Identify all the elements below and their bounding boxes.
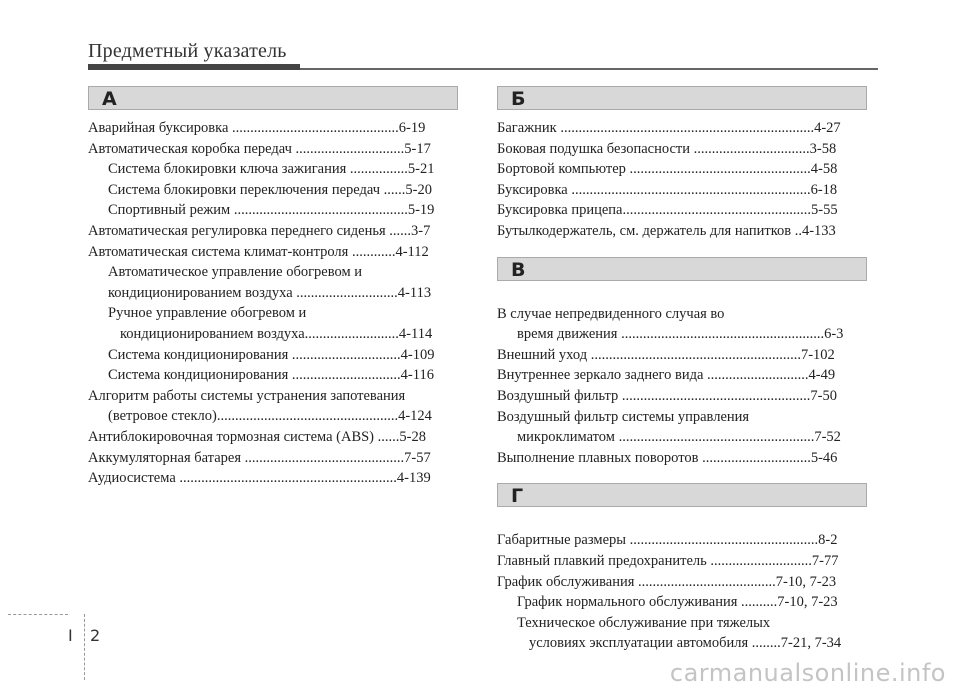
index-entry: Воздушный фильтр ....................................................7-50 <box>497 387 837 404</box>
index-entry: Боковая подушка безопасности ................................3-58 <box>497 140 837 157</box>
page-header-title: Предметный указатель <box>88 40 287 62</box>
section-header-b <box>497 86 867 110</box>
index-entry: Антиблокировочная тормозная система (ABS) ......5-28 <box>88 428 426 445</box>
footer-section-number: I <box>68 626 73 645</box>
index-subentry: время движения ........................................................6-3 <box>517 326 844 343</box>
watermark: carmanualsonline.info <box>669 659 946 687</box>
section-letter: Г <box>511 485 524 508</box>
index-entry: Бутылкодержатель, см. держатель для напитков ..4-133 <box>497 222 836 239</box>
section-gap <box>497 515 867 530</box>
index-subentry: Ручное управление обогревом и <box>108 305 307 322</box>
index-entry: Автоматическая система климат-контроля ............4-112 <box>88 243 429 260</box>
footer-rule <box>8 614 68 615</box>
index-entry: Автоматическая регулировка переднего сиденья ......3-7 <box>88 222 431 239</box>
index-subentry: Система блокировки переключения передач ......5-20 <box>108 181 433 198</box>
index-entry: Воздушный фильтр системы управления <box>497 408 750 425</box>
index-entry: Внутреннее зеркало заднего вида ............................4-49 <box>497 367 836 384</box>
index-entry: Главный плавкий предохранитель ............................7-77 <box>497 552 839 569</box>
index-subentry: кондиционированием воздуха..........................4-114 <box>120 325 433 342</box>
index-entry: Габаритные размеры ....................................................8-2 <box>497 532 838 549</box>
index-subentry: Система кондиционирования ..............................4-116 <box>108 367 434 384</box>
index-subentry: Система блокировки ключа зажигания ................5-21 <box>108 161 435 178</box>
section-gap <box>497 468 867 483</box>
index-subentry: условиях эксплуатации автомобиля ........7-21, 7-34 <box>529 635 842 652</box>
section-letter: А <box>102 88 117 110</box>
section-letter: Б <box>511 88 526 110</box>
index-subentry: микроклиматом ......................................................7-52 <box>517 429 841 446</box>
index-entry: Выполнение плавных поворотов ..............................5-46 <box>497 449 838 466</box>
index-entry: Буксировка ..................................................................6-18 <box>497 181 838 198</box>
index-entry: График обслуживания ......................................7-10, 7-23 <box>497 573 837 590</box>
footer-divider <box>84 614 85 680</box>
index-entry: Автоматическая коробка передач ..............................5-17 <box>88 140 431 157</box>
index-entry: Аварийная буксировка ..............................................6-19 <box>88 120 426 136</box>
index-subentry: Техническое обслуживание при тяжелых <box>517 614 771 631</box>
section-header-g <box>497 483 867 507</box>
index-subentry: Автоматическое управление обогревом и <box>108 264 363 281</box>
index-subentry: График нормального обслуживания ..........7-10, 7-23 <box>517 594 838 611</box>
index-entry: Аудиосистема ............................................................4-139 <box>88 470 431 487</box>
index-subentry: Система кондиционирования ..............................4-109 <box>108 346 435 363</box>
index-entry: Буксировка прицепа....................................................5-55 <box>497 202 838 219</box>
index-subentry: Спортивный режим ................................................5-19 <box>108 202 435 219</box>
index-entry: Алгоритм работы системы устранения запотевания <box>88 387 406 404</box>
index-entry: В случае непредвиденного случая во <box>497 305 725 322</box>
index-subentry: кондиционированием воздуха ............................4-113 <box>108 284 432 301</box>
footer-page-number: 2 <box>90 626 101 645</box>
index-subentry: (ветровое стекло)..................................................4-124 <box>108 408 432 425</box>
index-entry: Внешний уход ..........................................................7-102 <box>497 346 835 363</box>
section-gap <box>497 289 867 304</box>
section-header-a <box>88 86 458 110</box>
header-rule-accent <box>88 64 300 70</box>
index-entry: Аккумуляторная батарея ............................................7-57 <box>88 449 431 466</box>
section-gap <box>497 242 867 257</box>
index-entry: Бортовой компьютер ..................................................4-58 <box>497 161 838 178</box>
index-entry: Багажник ......................................................................4-27 <box>497 120 841 136</box>
section-letter: В <box>511 258 526 281</box>
index-column-right <box>497 86 867 654</box>
index-column-left <box>88 86 458 489</box>
section-header-v <box>497 257 867 281</box>
